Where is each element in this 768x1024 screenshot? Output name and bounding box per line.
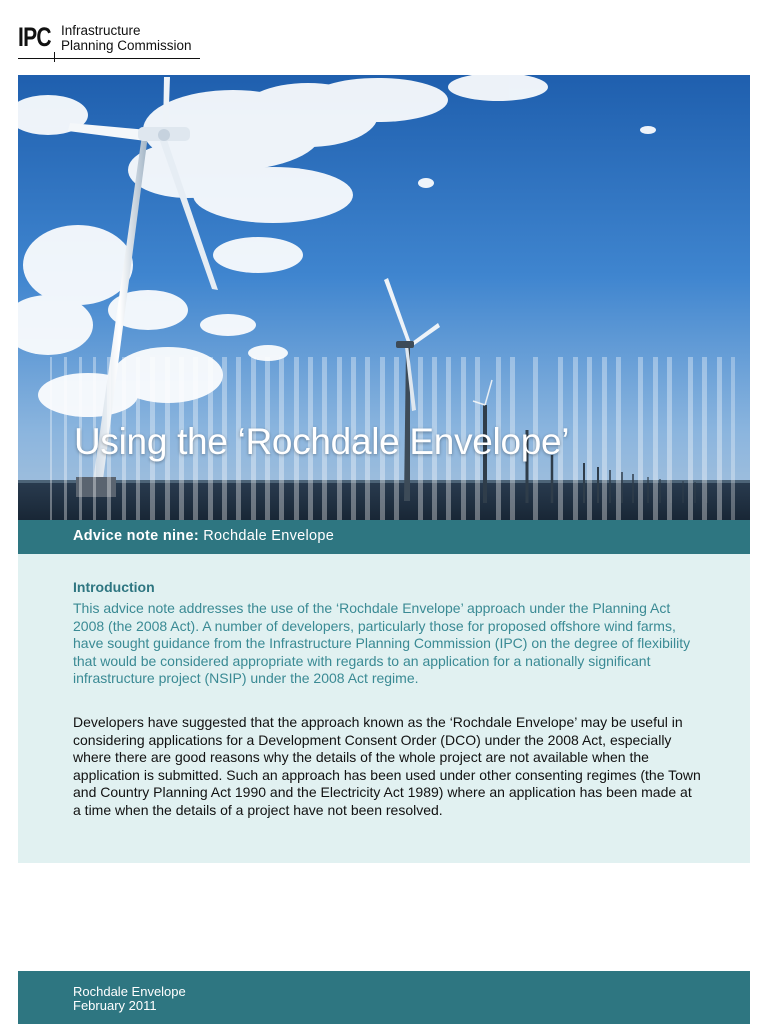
footer-title: Rochdale Envelope: [73, 984, 186, 999]
advice-note-label: [73, 528, 334, 544]
body-paragraph: Developers have suggested that the approach known as the ‘Rochdale Envelope’ may be useful in considering applications for a Development Consent Order (DCO) under the 2008 Act, especially where there are good reasons why the details of the whole project are not available when the application is submitted. Such an approach has been used under other consenting regimes (the Town and Country Planning Act 1990 and the Electricity Act 1989) where an application has been made at a time when the details of a project have not been resolved.: [73, 714, 701, 818]
introduction-paragraph: This advice note addresses the use of the ‘Rochdale Envelope’ approach under the Planning Act 2008 (the 2008 Act). A number of developers, particularly those for proposed offshore wind farms, have sought guidance from the Infrastructure Planning Commission (IPC) on the degree of flexibility that would be considered appropriate with regards to an application for a nationally significant infrastructure project (NSIP) under the 2008 Act regime.: [73, 600, 691, 686]
logo-tick: [54, 52, 55, 62]
hero-image: [18, 75, 750, 521]
footer-date: February 2011: [73, 998, 157, 1013]
document-title: Using the ‘Rochdale Envelope’: [74, 421, 570, 462]
ipc-logo: [18, 22, 208, 62]
logo-rule: [18, 58, 200, 59]
introduction-panel: [18, 554, 750, 863]
footer-bar: [18, 971, 750, 1024]
advice-note-bar: [18, 520, 750, 554]
logo-line-infrastructure: Infrastructure: [61, 23, 141, 38]
advice-note-name: Rochdale Envelope: [198, 528, 335, 544]
logo-mark: IPC: [18, 22, 51, 52]
advice-note-prefix: Advice note nine:: [73, 528, 199, 544]
introduction-heading: Introduction: [73, 579, 155, 595]
logo-line-planning-commission: Planning Commission: [61, 38, 192, 53]
